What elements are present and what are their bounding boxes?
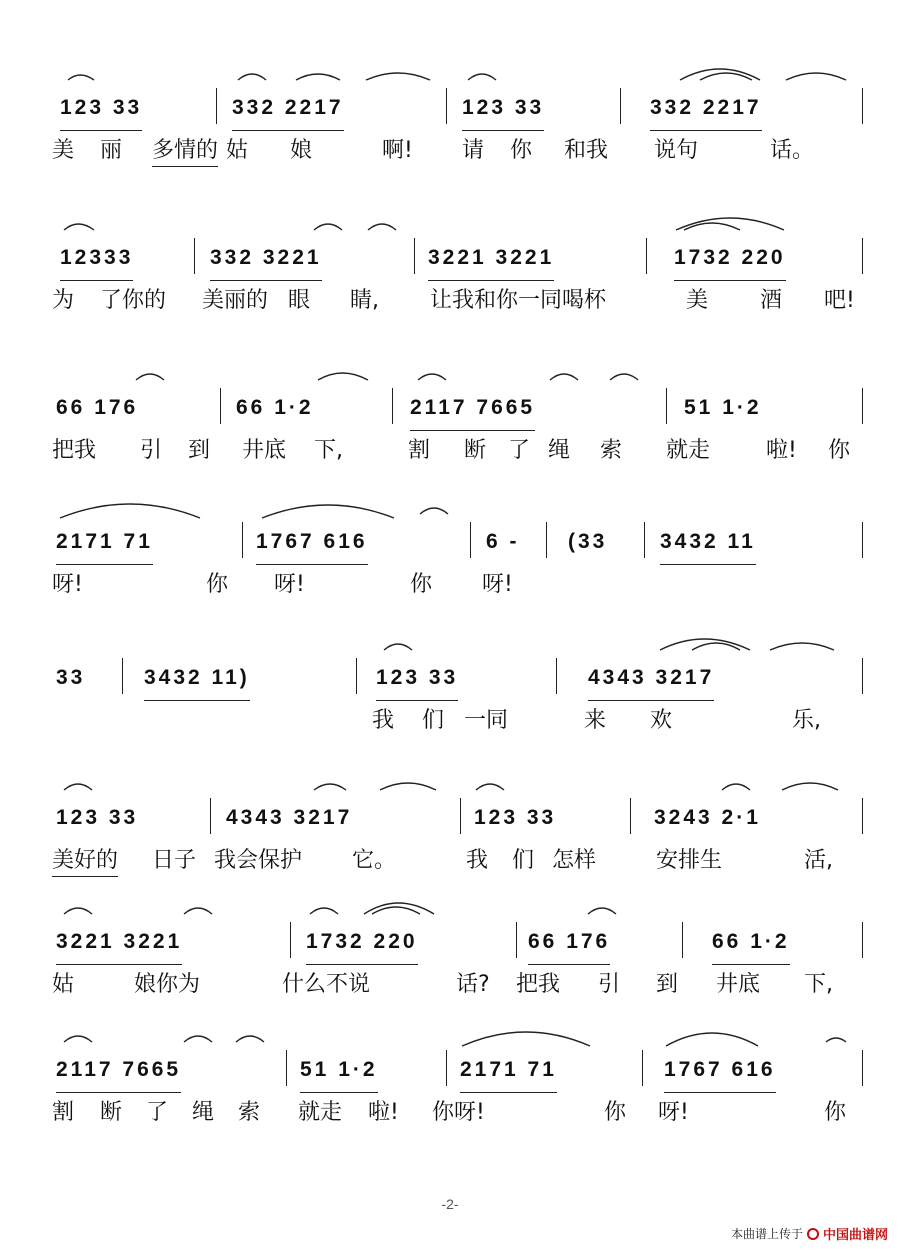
notation-row xyxy=(0,804,900,840)
lyric: 美好的 xyxy=(52,846,118,877)
notation-row xyxy=(0,928,900,964)
measure-notes: 51 1·2 xyxy=(300,1056,378,1093)
bar-line xyxy=(644,522,645,558)
lyric: 你 xyxy=(206,572,229,597)
measure-notes: 3432 11) xyxy=(144,664,250,701)
bar-line xyxy=(286,1050,287,1086)
bar-line xyxy=(862,238,863,274)
lyric: 话? xyxy=(456,972,490,997)
lyric: 引 xyxy=(140,438,163,463)
lyric: 多情的 xyxy=(152,136,218,167)
measure-notes: 2171 71 xyxy=(460,1056,557,1093)
lyric: 了 xyxy=(508,438,531,463)
lyric: 丽 xyxy=(100,138,123,163)
lyric: 啦! xyxy=(766,438,797,463)
credit-label: 本曲谱上传于 xyxy=(730,1227,803,1241)
lyric: 了 xyxy=(146,1100,169,1125)
measure-notes: 4343 3217 xyxy=(588,664,714,701)
lyric: 下, xyxy=(314,438,343,463)
lyric: 井底 xyxy=(716,972,761,997)
score-system-5 xyxy=(0,632,900,752)
lyric: 呀! xyxy=(482,572,513,597)
lyric: 娘 xyxy=(290,138,313,163)
bar-line xyxy=(392,388,393,424)
bar-line xyxy=(460,798,461,834)
measure-notes: 12333 xyxy=(60,244,133,281)
lyric: 怎样 xyxy=(552,848,597,873)
measure-notes: 1767 616 xyxy=(256,528,368,565)
lyric: 就走 xyxy=(666,438,711,463)
lyric: 下, xyxy=(804,972,833,997)
site-brand: 中国曲谱网 xyxy=(822,1227,888,1242)
measure-notes: 66 176 xyxy=(56,396,139,419)
measure-notes: 123 33 xyxy=(462,94,544,131)
bar-line xyxy=(630,798,631,834)
lyric: 安排生 xyxy=(656,848,723,873)
lyric: 欢 xyxy=(650,708,673,733)
measure-notes: 1732 220 xyxy=(306,928,418,965)
lyric: 来 xyxy=(584,708,607,733)
lyric: 断 xyxy=(464,438,487,463)
page-number: -2- xyxy=(441,1196,459,1212)
measure-notes: 2117 7665 xyxy=(410,394,535,431)
score-system-4 xyxy=(0,496,900,616)
bar-line xyxy=(290,922,291,958)
bar-line xyxy=(516,922,517,958)
lyric: 睛, xyxy=(350,288,379,313)
measure-notes: 4343 3217 xyxy=(226,806,353,829)
bar-line xyxy=(556,658,557,694)
notation-row xyxy=(0,394,900,430)
bar-line xyxy=(862,388,863,424)
measure-notes: 3432 11 xyxy=(660,528,756,565)
lyric: 啦! xyxy=(368,1100,399,1125)
bar-line xyxy=(414,238,415,274)
measure-notes: 6 - xyxy=(486,530,520,553)
lyric: 它。 xyxy=(352,848,397,873)
lyric: 美丽的 xyxy=(202,288,269,313)
notation-row xyxy=(0,94,900,130)
lyric: 说句 xyxy=(654,138,699,163)
bar-line xyxy=(446,1050,447,1086)
score-system-2 xyxy=(0,212,900,332)
bar-line xyxy=(620,88,621,124)
site-logo-icon xyxy=(807,1228,819,1240)
measure-notes: 123 33 xyxy=(56,806,139,829)
lyric: 为 xyxy=(52,288,75,313)
bar-line xyxy=(682,922,683,958)
lyric: 到 xyxy=(188,438,211,463)
lyric: 呀! xyxy=(274,572,305,597)
lyric: 就走 xyxy=(298,1100,343,1125)
lyric: 美 xyxy=(52,138,75,163)
measure-notes: 3221 3221 xyxy=(56,928,182,965)
lyric: 割 xyxy=(408,438,431,463)
lyric: 什么不说 xyxy=(282,972,371,997)
measure-notes: 123 33 xyxy=(474,806,557,829)
bar-line xyxy=(242,522,243,558)
bar-line xyxy=(862,922,863,958)
bar-line xyxy=(216,88,217,124)
bar-line xyxy=(122,658,123,694)
bar-line xyxy=(194,238,195,274)
lyric: 姑 xyxy=(52,972,75,997)
lyric: 活, xyxy=(804,848,833,873)
lyric: 索 xyxy=(238,1100,261,1125)
lyric: 呀! xyxy=(658,1100,689,1125)
bar-line xyxy=(446,88,447,124)
lyric: 我会保护 xyxy=(214,848,303,873)
lyric: 把我 xyxy=(52,438,97,463)
lyric: 我 xyxy=(372,708,395,733)
lyric: 了你的 xyxy=(100,288,167,313)
notation-row xyxy=(0,1056,900,1092)
lyric: 娘你为 xyxy=(134,972,201,997)
measure-notes: 3243 2·1 xyxy=(654,806,761,829)
lyric: 你 xyxy=(604,1100,627,1125)
measure-notes: 1767 616 xyxy=(664,1056,776,1093)
bar-line xyxy=(470,522,471,558)
lyric: 一同 xyxy=(464,708,509,733)
lyric: 断 xyxy=(100,1100,123,1125)
measure-notes: 51 1·2 xyxy=(684,396,762,419)
lyric: 酒 xyxy=(760,288,783,313)
bar-line xyxy=(642,1050,643,1086)
measure-notes: 66 1·2 xyxy=(712,928,790,965)
bar-line xyxy=(862,88,863,124)
lyric: 你呀! xyxy=(432,1100,485,1125)
lyric: 你 xyxy=(828,438,851,463)
lyric: 我 xyxy=(466,848,489,873)
measure-notes: 123 33 xyxy=(376,664,458,701)
lyric: 让我和你一同喝杯 xyxy=(430,288,607,313)
lyric: 啊! xyxy=(382,138,413,163)
lyric: 绳 xyxy=(192,1100,215,1125)
score-system-1 xyxy=(0,62,900,182)
lyric: 把我 xyxy=(516,972,561,997)
bar-line xyxy=(666,388,667,424)
bar-line xyxy=(546,522,547,558)
measure-notes: 123 33 xyxy=(60,94,142,131)
lyric: 日子 xyxy=(152,848,197,873)
lyric: 引 xyxy=(598,972,621,997)
lyric: 话。 xyxy=(770,138,815,163)
measure-notes: 66 176 xyxy=(528,928,610,965)
score-system-8 xyxy=(0,1024,900,1144)
lyric: 和我 xyxy=(564,138,609,163)
measure-notes: 33 xyxy=(56,666,86,689)
lyric: 你 xyxy=(824,1100,847,1125)
lyric: 井底 xyxy=(242,438,287,463)
score-system-3 xyxy=(0,362,900,482)
measure-notes: 332 2217 xyxy=(650,94,762,131)
lyric: 请 xyxy=(462,138,485,163)
lyric: 姑 xyxy=(226,138,249,163)
bar-line xyxy=(210,798,211,834)
notation-row xyxy=(0,664,900,700)
score-system-6 xyxy=(0,772,900,892)
upload-credit xyxy=(731,1224,888,1243)
lyric: 你 xyxy=(510,138,533,163)
bar-line xyxy=(862,522,863,558)
bar-line xyxy=(862,798,863,834)
measure-notes: 2171 71 xyxy=(56,528,153,565)
lyric: 绳 xyxy=(548,438,571,463)
lyric: 到 xyxy=(656,972,679,997)
measure-notes: 332 3221 xyxy=(210,244,322,281)
lyric: 你 xyxy=(410,572,433,597)
bar-line xyxy=(862,1050,863,1086)
bar-line xyxy=(356,658,357,694)
measure-notes: 3221 3221 xyxy=(428,244,554,281)
bar-line xyxy=(646,238,647,274)
lyric: 索 xyxy=(600,438,623,463)
bar-line xyxy=(220,388,221,424)
notation-row xyxy=(0,528,900,564)
measure-notes: (33 xyxy=(568,530,608,553)
score-system-7 xyxy=(0,896,900,1016)
measure-notes: 2117 7665 xyxy=(56,1056,181,1093)
lyric: 们 xyxy=(512,848,535,873)
measure-notes: 332 2217 xyxy=(232,94,344,131)
measure-notes: 1732 220 xyxy=(674,244,786,281)
lyric: 吧! xyxy=(824,288,855,313)
lyric: 乐, xyxy=(792,708,821,733)
measure-notes: 66 1·2 xyxy=(236,396,314,419)
lyric: 呀! xyxy=(52,572,83,597)
bar-line xyxy=(862,658,863,694)
lyric: 眼 xyxy=(288,288,311,313)
lyric: 们 xyxy=(422,708,445,733)
lyric: 割 xyxy=(52,1100,75,1125)
notation-row xyxy=(0,244,900,280)
lyric: 美 xyxy=(686,288,709,313)
